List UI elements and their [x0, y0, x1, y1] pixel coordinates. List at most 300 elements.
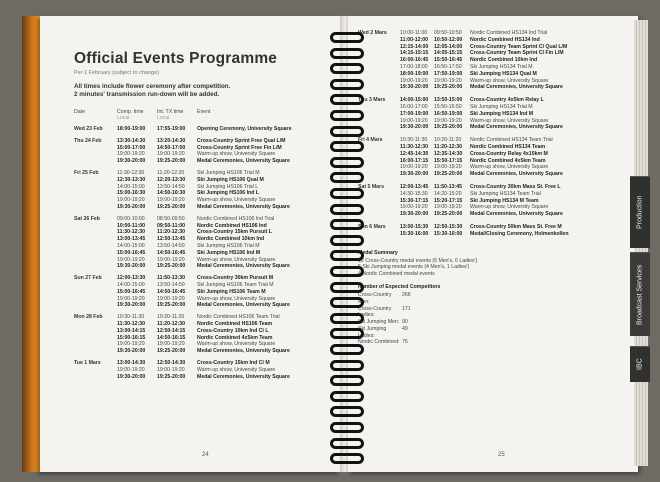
binding-ring: [330, 453, 364, 464]
competition-time: 19:30-20:00: [117, 348, 146, 355]
day-date: Tue 1 Mars: [74, 359, 101, 366]
event-name: Medal Ceremonies, University Square: [470, 171, 563, 178]
tx-time: 14:05-15:15: [434, 50, 463, 57]
event-name: Ski Jumping HS134 Trial M: [470, 103, 533, 110]
section-tabs: [630, 36, 650, 396]
tx-time: 11:20-12:20: [157, 169, 185, 176]
event-name: Nordic Combined 10km Ind: [470, 57, 538, 64]
event-name: Warm-up show, University Square: [470, 77, 549, 84]
day-events: [117, 216, 330, 270]
event-row: [117, 170, 330, 177]
competition-time: 19:00-19:20: [400, 77, 428, 84]
competition-time: 17:00-19:00: [400, 110, 429, 117]
tx-time: 14:50-16:45: [157, 288, 186, 295]
event-name: Ski Jumping HS106 Team Trial M: [197, 281, 274, 288]
competitor-line: [358, 306, 630, 320]
event-row: [400, 37, 630, 44]
event-row: [400, 71, 630, 78]
schedule-day: [74, 275, 330, 309]
day-date: Sun 27 Feb: [74, 275, 102, 282]
competition-time: 12:30-13:30: [117, 176, 146, 183]
event-row: [400, 191, 630, 198]
event-row: [400, 151, 630, 158]
competition-time: 13:00-15:30: [400, 223, 429, 230]
event-row: [117, 177, 330, 184]
event-name: Ski Jumping HS106 Team M: [197, 288, 266, 295]
event-row: [400, 171, 630, 178]
competition-time: 14:30-15:30: [400, 190, 428, 197]
event-row: [400, 111, 630, 118]
competition-time: 14:00-15:00: [117, 242, 145, 249]
event-name: Ski Jumping HS106 Ind L: [197, 190, 259, 197]
tx-time: 14:50-16:30: [157, 190, 186, 197]
schedule-day: [358, 184, 630, 218]
event-name: Medal Ceremonies, University Square: [470, 211, 563, 218]
event-row: [117, 296, 330, 303]
tx-time: 11:50-13:45: [434, 183, 462, 190]
competition-time: 16:00-16:45: [400, 57, 429, 64]
event-row: [117, 243, 330, 250]
tx-time: 13:50-15:00: [434, 97, 463, 104]
tx-time: 15:30-16:00: [434, 230, 463, 237]
tx-time: 12:50-13:45: [157, 236, 186, 243]
tx-time: 13:50-14:50: [157, 281, 185, 288]
event-row: [400, 137, 630, 144]
event-name: Ski Jumping HS106 Trial M: [197, 169, 260, 176]
competitor-value: 49: [402, 325, 408, 332]
event-row: [117, 335, 330, 342]
event-name: Nordic Combined HS134 Team Trial: [470, 137, 553, 144]
event-name: Warm-up show, University Square: [197, 366, 276, 373]
event-row: [400, 198, 630, 205]
competition-time: 19:00-19:20: [117, 151, 145, 158]
competition-time: 12:15-14:00: [400, 43, 429, 50]
competition-time: 10:00-11:00: [400, 30, 428, 36]
expected-competitors: [358, 284, 630, 346]
event-row: [400, 184, 630, 191]
intro-note: [74, 83, 330, 99]
event-row: [400, 204, 630, 211]
event-row: [117, 250, 330, 257]
event-name: Warm-up show, University Square: [197, 341, 276, 348]
tx-time: 19:25-20:00: [157, 348, 186, 355]
tx-time: 09:50-11:00: [157, 222, 185, 229]
event-row: [117, 328, 330, 335]
competition-time: 11:30-12:30: [117, 320, 145, 327]
left-page-content: [74, 50, 330, 380]
event-row: [400, 57, 630, 64]
schedule-day: [358, 224, 630, 238]
competition-time: 14:00-15:00: [117, 281, 145, 288]
binding-ring: [330, 266, 364, 277]
right-schedule: [358, 30, 630, 238]
event-row: [117, 126, 330, 133]
competition-time: 12:45-14:30: [400, 150, 429, 157]
day-date: Sun 6 Mars: [358, 223, 386, 230]
event-row: [117, 151, 330, 158]
event-row: [117, 216, 330, 223]
competition-time: 11:30-12:30: [117, 229, 145, 236]
tx-time: 13:50-14:50: [157, 242, 185, 249]
competitor-value: 266: [402, 291, 411, 298]
binding-ring: [330, 313, 364, 324]
event-row: [117, 302, 330, 309]
day-events: [400, 137, 630, 178]
event-name: Warm-up show, University Square: [197, 256, 276, 263]
competition-time: 19:30-20:00: [117, 203, 146, 210]
event-row: [400, 64, 630, 71]
header-tx-sub: Local: [157, 115, 170, 121]
competition-time: 13:00-13:45: [117, 236, 146, 243]
tx-time: 16:50-17:50: [434, 63, 462, 70]
event-name: Ski Jumping HS106 Trial L: [197, 183, 259, 190]
binding-ring: [330, 391, 364, 402]
binding-ring: [330, 360, 364, 371]
event-row: [400, 30, 630, 37]
competition-time: 11:30-12:30: [400, 143, 428, 150]
right-page: [348, 16, 638, 472]
tx-time: 19:25-20:00: [434, 84, 463, 91]
event-name: Nordic Combined HS134 Ind: [470, 36, 540, 43]
binding-ring: [330, 235, 364, 246]
event-row: [117, 314, 330, 321]
column-headers: [74, 109, 330, 121]
event-row: [400, 124, 630, 131]
competitors-heading: Number of Expected Competitors: [358, 283, 441, 290]
header-date: Date: [74, 109, 85, 115]
left-page: [40, 16, 340, 472]
event-row: [117, 289, 330, 296]
event-name: Cross-Country 15km Pursuit L: [197, 229, 272, 236]
competition-time: 16:00-17:15: [400, 157, 429, 164]
event-row: [117, 204, 330, 211]
tx-time: 19:25-20:00: [434, 124, 463, 131]
event-row: [400, 50, 630, 57]
header-comp-sub: Local: [117, 115, 130, 121]
binding-ring: [330, 63, 364, 74]
event-row: [117, 257, 330, 264]
binding-ring: [330, 172, 364, 183]
day-events: [400, 184, 630, 218]
competition-time: 14:00-15:00: [117, 183, 145, 190]
competitor-line: [358, 339, 630, 346]
competition-time: 19:30-20:00: [400, 171, 429, 178]
competition-time: 19:30-20:00: [400, 84, 429, 91]
event-row: [117, 190, 330, 197]
event-name: Medal Ceremonies, University Square: [470, 124, 563, 131]
intro-line: 2 minutes' transmission run-down will be added.: [74, 91, 220, 98]
event-row: [400, 224, 630, 231]
tx-time: 11:20-12:30: [157, 229, 185, 236]
day-events: [117, 360, 330, 380]
binding-ring: [330, 219, 364, 230]
binding-ring: [330, 406, 364, 417]
binding-ring: [330, 375, 364, 386]
event-name: Medal Ceremonies, University Square: [197, 373, 290, 380]
day-date: Thu 24 Feb: [74, 137, 102, 144]
competition-time: 19:30-20:00: [117, 302, 146, 309]
tx-time: 19:25-20:00: [157, 203, 186, 210]
event-name: Opening Ceremony, University Square: [197, 126, 292, 132]
competition-time: 19:30-20:00: [117, 263, 146, 270]
tx-time: 13:50-14:50: [157, 183, 185, 190]
tx-time: 11:20-12:30: [434, 143, 462, 150]
competition-time: 19:00-19:20: [400, 164, 428, 171]
tx-time: 12:35-14:30: [434, 150, 463, 157]
tx-time: 12:20-13:30: [157, 176, 186, 183]
competitor-label: Nordic Combined:: [358, 339, 400, 346]
competition-time: 18:00-19:00: [400, 70, 429, 77]
event-row: [400, 144, 630, 151]
competition-time: 19:30-20:00: [117, 373, 146, 380]
event-row: [117, 321, 330, 328]
tx-time: 19:00-19:20: [157, 366, 185, 373]
competition-time: 13:00-14:15: [117, 327, 146, 334]
day-events: [117, 138, 330, 165]
event-name: Cross-Country 4x5km Relay L: [470, 97, 544, 104]
event-row: [400, 78, 630, 85]
event-row: [117, 263, 330, 270]
tx-time: 11:50-13:30: [157, 275, 185, 282]
competition-time: 10:30-11:30: [117, 314, 145, 321]
event-row: [117, 236, 330, 243]
tx-time: 14:50-16:45: [157, 249, 186, 256]
event-row: [117, 275, 330, 282]
spiral-binding: [326, 26, 370, 466]
event-row: [400, 118, 630, 125]
event-name: Ski Jumping HS106 Qual M: [197, 176, 264, 183]
binding-ring: [330, 141, 364, 152]
event-name: Nordic Combined 4x5km Team: [197, 334, 273, 341]
binding-ring: [330, 110, 364, 121]
competition-time: 12:00-13:30: [117, 275, 146, 282]
event-name: Ski Jumping HS134 Ind M: [470, 110, 534, 117]
tx-time: 10:50-12:00: [434, 36, 463, 43]
medal-summary-line: 4 Nordic Combined medal events: [358, 271, 435, 278]
competition-time: 09:00-10:00: [117, 215, 145, 222]
event-name: Warm-up show, University Square: [470, 204, 549, 211]
event-row: [117, 367, 330, 374]
event-name: Nordic Combined HS134 Ind Trial: [470, 30, 548, 36]
tx-time: 19:25-20:00: [434, 171, 463, 178]
competition-time: 14:00-15:00: [400, 97, 429, 104]
competition-time: 19:00-19:20: [117, 366, 145, 373]
competition-time: 15:00-16:15: [117, 334, 146, 341]
event-name: Ski Jumping HS106 Trial M: [197, 242, 260, 249]
tab-production[interactable]: Production: [630, 176, 650, 248]
competition-time: 10:00-11:00: [117, 222, 145, 229]
tx-time: 19:00-19:20: [434, 164, 462, 171]
day-date: Sat 5 Mars: [358, 183, 384, 190]
medal-summary-line: 12 Cross-Country medal events (6 Men's, 6 Ladies'): [358, 257, 478, 264]
intro-line: All times include flower ceremony after competition.: [74, 83, 231, 90]
event-name: Warm-up show, University Square: [197, 295, 276, 302]
day-events: [400, 224, 630, 238]
competition-time: 19:00-19:20: [400, 117, 428, 124]
day-date: Fri 25 Feb: [74, 169, 99, 176]
event-row: [117, 223, 330, 230]
event-name: Nordic Combined HS106 Ind: [197, 222, 267, 229]
event-name: Cross-Country 15km Ind Cl M: [197, 359, 270, 366]
schedule-day: [74, 314, 330, 355]
day-events: [400, 30, 630, 91]
competitor-line: [358, 326, 630, 340]
day-date: Mon 28 Feb: [74, 314, 103, 321]
competition-time: 12:00-13:45: [400, 183, 429, 190]
booklet: [22, 12, 652, 474]
tx-time: 10:20-11:20: [157, 314, 185, 321]
event-row: [400, 97, 630, 104]
event-name: Nordic Combined 4x5km Team: [470, 157, 546, 164]
binding-ring: [330, 438, 364, 449]
day-events: [400, 97, 630, 131]
competition-time: 19:30-20:00: [400, 211, 429, 218]
tab-broadcast-services[interactable]: Broadcast Services: [630, 252, 650, 336]
medal-summary: [358, 250, 630, 278]
day-date: Fri 4 Mars: [358, 137, 383, 144]
competition-time: 19:00-19:20: [400, 204, 428, 211]
event-name: Medal Ceremonies, University Square: [470, 84, 563, 91]
schedule-day: [74, 138, 330, 165]
tx-time: 19:25-20:00: [434, 211, 463, 218]
event-name: Nordic Combined 10km Ind: [197, 236, 265, 243]
competition-time: 16:00-17:00: [400, 103, 428, 110]
header-tx-time: [157, 109, 197, 121]
right-page-content: [358, 30, 630, 346]
event-name: Medal Ceremonies, University Square: [197, 348, 290, 355]
schedule-day: [74, 170, 330, 211]
competition-time: 15:00-17:00: [117, 144, 146, 151]
day-events: [117, 170, 330, 211]
binding-ring: [330, 422, 364, 433]
event-row: [400, 44, 630, 51]
left-schedule: [74, 126, 330, 380]
binding-ring: [330, 188, 364, 199]
event-name: Ski Jumping HS134 Qual M: [470, 70, 537, 77]
event-name: Cross-Country Sprint Free Qual L/M: [197, 137, 286, 144]
event-name: Cross-Country Team Sprint Cl Fin L/M: [470, 50, 564, 57]
schedule-day: [74, 126, 330, 133]
event-row: [400, 84, 630, 91]
day-date: Thu 3 Mars: [358, 97, 386, 104]
event-row: [400, 211, 630, 218]
event-name: Warm-up show, University Square: [197, 197, 276, 204]
schedule-day: [358, 97, 630, 131]
tx-time: 14:20-15:20: [434, 190, 462, 197]
tx-time: 15:50-16:45: [434, 57, 463, 64]
tx-time: 17:50-19:00: [434, 70, 463, 77]
event-row: [400, 164, 630, 171]
header-comp-label: Comp. time: [117, 109, 144, 115]
tx-time: 19:00-19:20: [434, 77, 462, 84]
schedule-day: [74, 216, 330, 270]
binding-ring: [330, 250, 364, 261]
page-number-right: 25: [498, 452, 505, 458]
competition-time: 19:00-19:20: [117, 295, 145, 302]
day-events: [117, 126, 330, 133]
competition-time: 15:00-16:30: [117, 190, 146, 197]
competition-time: 19:30-20:00: [117, 158, 146, 165]
tx-time: 09:50-10:50: [434, 30, 462, 36]
tx-time: 12:50-14:30: [157, 359, 186, 366]
tx-time: 12:05-14:00: [434, 43, 463, 50]
binding-ring: [330, 48, 364, 59]
event-name: Cross-Country Sprint Free Fin L/M: [197, 144, 282, 151]
tx-time: 13:20-14:30: [157, 137, 186, 144]
tab-ibc[interactable]: IBC: [630, 346, 650, 382]
binding-ring: [330, 32, 364, 43]
day-events: [117, 314, 330, 355]
competition-time: 19:30-20:00: [400, 124, 429, 131]
event-row: [117, 145, 330, 152]
tx-time: 08:50-09:50: [157, 215, 185, 222]
event-name: Nordic Combined HS106 Ind Trial: [197, 215, 275, 222]
medal-summary-heading: Medal Summary: [358, 249, 398, 256]
event-row: [117, 341, 330, 348]
competition-time: 11:00-12:00: [400, 36, 428, 43]
event-name: Nordic Combined HS106 Team: [197, 320, 273, 327]
page-title: Official Events Programme: [74, 50, 278, 67]
competition-time: 15:00-16:45: [117, 249, 146, 256]
tx-time: 19:00-19:20: [157, 197, 185, 204]
tx-time: 19:00-19:20: [157, 256, 185, 263]
event-name: Ski Jumping HS134 Team Trial: [470, 190, 541, 197]
binding-ring: [330, 126, 364, 137]
tx-time: 19:25-20:00: [157, 373, 186, 380]
competition-time: 19:00-19:20: [117, 341, 145, 348]
event-name: Cross-Country 30km Mass St. Free L: [470, 183, 561, 190]
day-date: Sat 26 Feb: [74, 215, 100, 222]
competition-time: 19:00-19:20: [117, 197, 145, 204]
event-name: Cross-Country 50km Mass St. Free M: [470, 223, 562, 230]
competition-time: 13:30-14:30: [117, 137, 146, 144]
medal-summary-line: 5 Ski Jumping medal events (4 Men's, 1 Ladies'): [358, 264, 470, 271]
competition-time: 15:30-17:15: [400, 197, 429, 204]
competitor-label: Ski Jumping Ladies:: [358, 325, 387, 339]
binding-ring: [330, 204, 364, 215]
header-event: Event: [197, 109, 211, 115]
binding-ring: [330, 344, 364, 355]
tx-time: 12:50-15:30: [434, 223, 463, 230]
day-date: Wed 23 Feb: [74, 126, 103, 132]
tx-time: 17:55-19:00: [157, 126, 186, 132]
event-name: Cross-Country Relay 4x10km M: [470, 150, 548, 157]
event-row: [117, 197, 330, 204]
page-subtitle: Per 1 February (subject to change): [74, 70, 159, 76]
event-name: Ski Jumping HS134 M Team: [470, 197, 539, 204]
event-row: [117, 360, 330, 367]
competition-time: 10:30-11:30: [400, 137, 428, 144]
tx-time: 19:00-19:20: [434, 117, 462, 124]
event-name: Ski Jumping HS134 Trial M: [470, 63, 533, 70]
competitor-label: Cross-Country Men:: [358, 291, 392, 305]
competition-time: 15:00-16:45: [117, 288, 146, 295]
event-row: [117, 282, 330, 289]
binding-ring: [330, 94, 364, 105]
competition-time: 19:00-19:20: [117, 256, 145, 263]
event-row: [117, 138, 330, 145]
event-name: Cross-Country 10km Ind Cl L: [197, 327, 269, 334]
tx-time: 10:20-11:20: [434, 137, 462, 144]
event-name: Ski Jumping HS106 Ind M: [197, 249, 261, 256]
event-name: Medal Ceremonies, University Square: [197, 263, 290, 270]
event-name: Medal Ceremonies, University Square: [197, 302, 290, 309]
schedule-day: [358, 137, 630, 178]
event-name: Medal/Closing Ceremony, Holmenkollen: [470, 230, 569, 237]
tx-time: 19:00-19:20: [434, 204, 462, 211]
competitor-line: [358, 319, 630, 326]
tx-time: 12:50-14:15: [157, 327, 186, 334]
